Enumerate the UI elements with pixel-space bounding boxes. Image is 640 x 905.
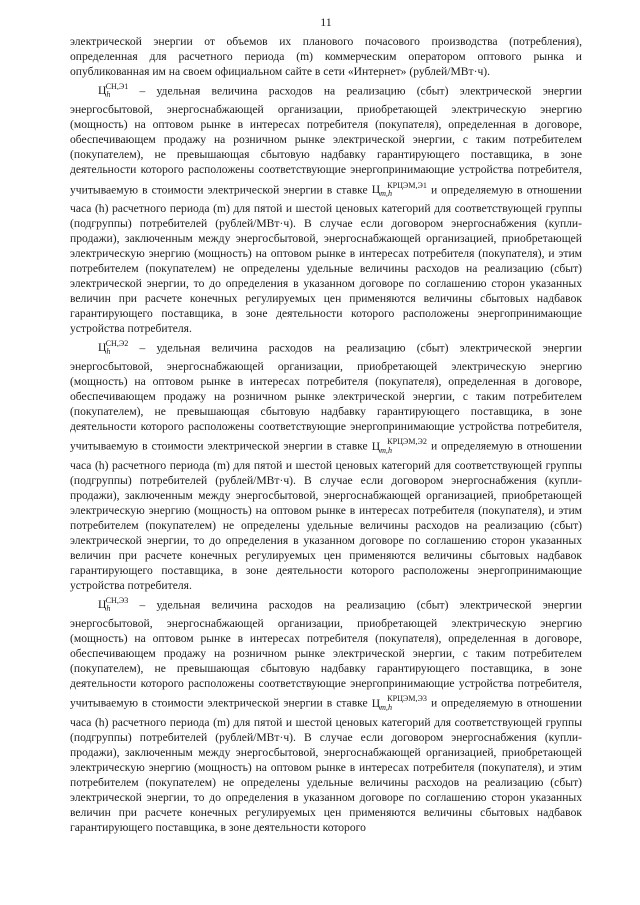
symbol-tsn-e2: $Ц_h^{СН,Э2}$ xyxy=(98,339,129,357)
definition-paragraph-e1: $Ц_h^{СН,Э1}$ – удельная величина расходов на реализацию (сбыт) электрической энергии энергосбытовой, энергоснабжающей организации, приобретающей электрическую энергию (мощность) на оптовом рынке в интересах потребителя (покупателя), определенная в договоре, обеспечивающем продажу на розничном рынке электрической энергии, с таким потребителем (покупателем), не превышающая сбытовую надбавку гарантирующего поставщика, в зоне деятельности которого расположены соответствующие энергопринимающие устройства потребителя, учитываемую в стоимости электрической энергии в ставке $Ц_{m,h}^{КРЦЭМ,Э1}$ и определяемую в отношении часа (h) расчетного периода (m) для пятой и шестой ценовых категорий для соответствующей группы (подгруппы) потребителей (рублей/МВт·ч). В случае если договором энергоснабжения (купли-продажи), заключенным между энергосбытовой, энергоснабжающей организацией, приобретающей электрическую энергию (мощность) на оптовом рынке в интересах потребителя (покупателя), и этим потребителем (покупателем) не определены удельные величины расходов на реализацию (сбыт) электрической энергии, то до определения в указанном договоре по соглашению сторон указанных величин при расчете конечных регулируемых цен применяются величины сбытовых надбавок гарантирующего поставщика, в зоне деятельности которого расположены энергопринимающие устройства потребителя. xyxy=(70,82,582,336)
symbol-krcem-e2: $Ц_{m,h}^{КРЦЭМ,Э2}$ xyxy=(371,437,427,455)
symbol-tsn-e1: $Ц_h^{СН,Э1}$ xyxy=(98,82,129,100)
page-number: 11 xyxy=(320,15,332,29)
symbol-krcem-e3: $Ц_{m,h}^{КРЦЭМ,Э3}$ xyxy=(371,694,427,712)
symbol-krcem-e1: $Ц_{m,h}^{КРЦЭМ,Э1}$ xyxy=(371,180,427,198)
intro-paragraph: электрической энергии от объемов их планового почасового производства (потребления), определенная для расчетного периода (m) коммерческим оператором оптового рынка и опубликованная им на своем официальном сайте в сети «Интернет» (рублей/МВт·ч). xyxy=(70,35,582,79)
definition-paragraph-e3: $Ц_h^{СН,Э3}$ – удельная величина расходов на реализацию (сбыт) электрической энергии энергосбытовой, энергоснабжающей организации, приобретающей электрическую энергию (мощность) на оптовом рынке в интересах потребителя (покупателя), определенная в договоре, обеспечивающем продажу на розничном рынке электрической энергии, с таким потребителем (покупателем), не превышающая сбытовую надбавку гарантирующего поставщика, в зоне деятельности которого расположены соответствующие энергопринимающие устройства потребителя, учитываемую в стоимости электрической энергии в ставке $Ц_{m,h}^{КРЦЭМ,Э3}$ и определяемую в отношении часа (h) расчетного периода (m) для пятой и шестой ценовых категорий для соответствующей группы (подгруппы) потребителей (рублей/МВт·ч). В случае если договором энергоснабжения (купли-продажи), заключенным между энергосбытовой, энергоснабжающей организацией, приобретающей электрическую энергию (мощность) на оптовом рынке в интересах потребителя (покупателя), и этим потребителем (покупателем) не определены удельные величины расходов на реализацию (сбыт) электрической энергии, то до определения в указанном договоре по соглашению сторон указанных величин при расчете конечных регулируемых цен применяются величины сбытовых надбавок гарантирующего поставщика, в зоне деятельности которого xyxy=(70,596,582,834)
symbol-tsn-e3: $Ц_h^{СН,Э3}$ xyxy=(98,596,129,614)
definition-paragraph-e2: $Ц_h^{СН,Э2}$ – удельная величина расходов на реализацию (сбыт) электрической энергии энергосбытовой, энергоснабжающей организации, приобретающей электрическую энергию (мощность) на оптовом рынке в интересах потребителя (покупателя), определенная в договоре, обеспечивающем продажу на розничном рынке электрической энергии, с таким потребителем (покупателем), не превышающая сбытовую надбавку гарантирующего поставщика, в зоне деятельности которого расположены соответствующие энергопринимающие устройства потребителя, учитываемую в стоимости электрической энергии в ставке $Ц_{m,h}^{КРЦЭМ,Э2}$ и определяемую в отношении часа (h) расчетного периода (m) для пятой и шестой ценовых категорий для соответствующей группы (подгруппы) потребителей (рублей/МВт·ч). В случае если договором энергоснабжения (купли-продажи), заключенным между энергосбытовой, энергоснабжающей организацией, приобретающей электрическую энергию (мощность) на оптовом рынке в интересах потребителя (покупателя), и этим потребителем (покупателем) не определены удельные величины расходов на реализацию (сбыт) электрической энергии, то до определения в указанном договоре по соглашению сторон указанных величин при расчете конечных регулируемых цен применяются величины сбытовых надбавок гарантирующего поставщика, в зоне деятельности которого расположены энергопринимающие устройства потребителя. xyxy=(70,339,582,592)
